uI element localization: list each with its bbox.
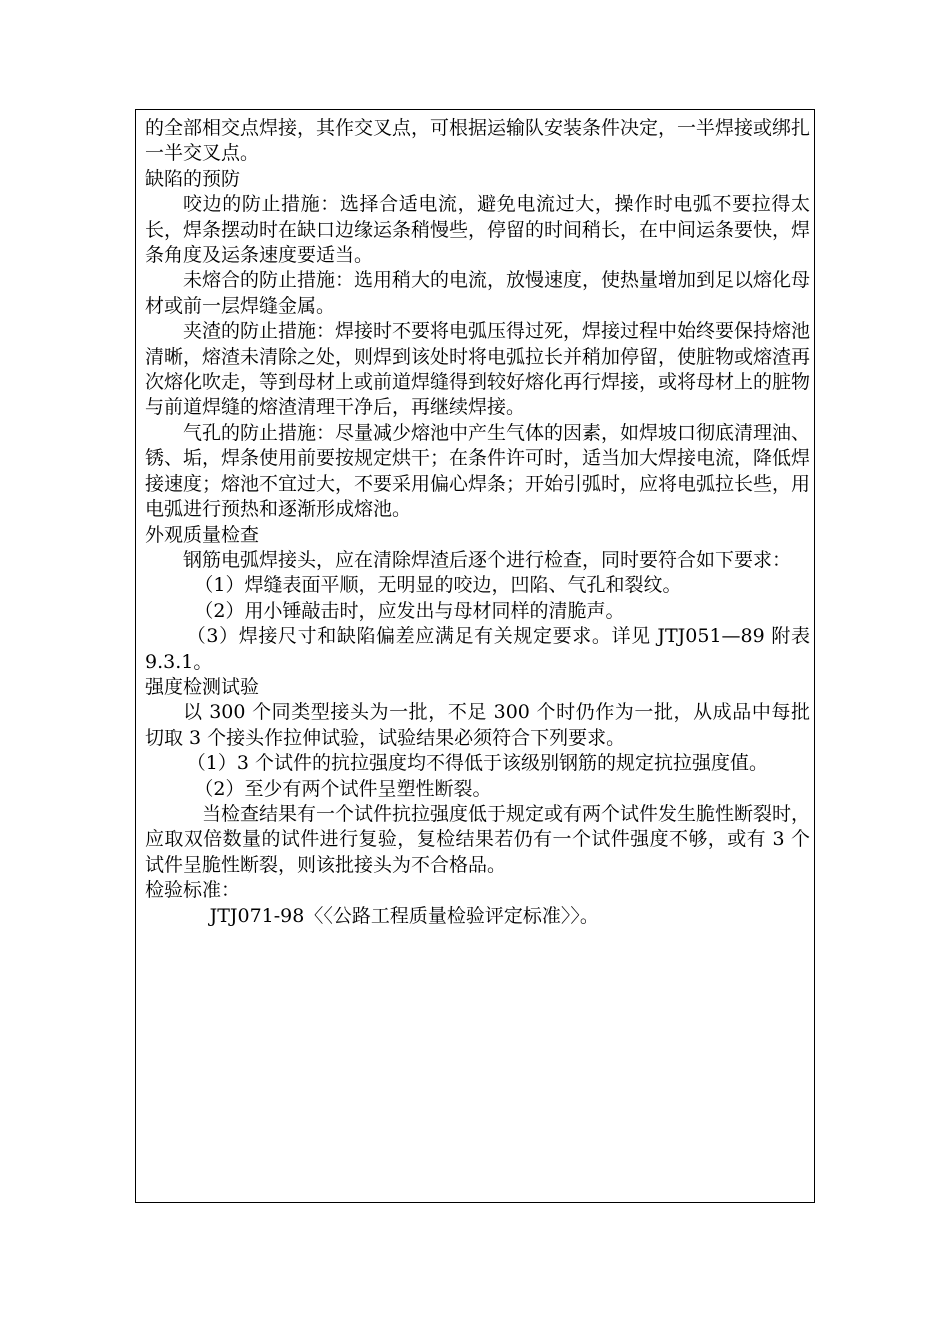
list-item-strength-2: （2）至少有两个试件呈塑性断裂。: [194, 777, 492, 800]
list-item-strength-1: （1）3 个试件的抗拉强度均不得低于该级别钢筋的规定抗拉强度值。: [186, 752, 769, 775]
paragraph-strength-intro: 以 300 个同类型接头为一批，不足 300 个时仍作为一批，从成品中每批切取 3 个接头作拉伸试验，试验结果必须符合下列要求。: [145, 701, 810, 749]
list-item-appearance-3: （3）焊接尺寸和缺陷偏差应满足有关规定要求。详见 JTJ051—89 附表 9.3.1。: [145, 625, 810, 673]
paragraph-undercut: 咬边的防止措施：选择合适电流，避免电流过大，操作时电弧不要拉得太长，焊条摆动时在缺口边缘运条稍慢些，停留的时间稍长，在中间运条要快，焊条角度及运条速度要适当。: [145, 193, 811, 267]
paragraph-continuation: 的全部相交点焊接，其作交叉点，可根据运输队安装条件决定，一半焊接或绑扎一半交叉点。: [145, 117, 811, 165]
paragraph-porosity: 气孔的防止措施：尽量减少熔池中产生气体的因素，如焊坡口彻底清理油、锈、垢，焊条使用前要按规定烘干；在条件许可时，适当加大焊接电流，降低焊接速度；熔池不宜过大，不要采用偏心焊条；开始引弧时，应将电弧拉长些，用电弧进行预热和逐渐形成熔池。: [145, 421, 811, 521]
heading-appearance-inspection: 外观质量检查: [145, 523, 260, 546]
list-item-appearance-1: （1）焊缝表面平顺，无明显的咬边，凹陷、气孔和裂纹。: [194, 574, 682, 597]
paragraph-standard-reference: JTJ071-98〈〈公路工程质量检验评定标准〉〉。: [209, 904, 599, 927]
heading-inspection-standard: 检验标准：: [145, 879, 241, 902]
paragraph-lack-of-fusion: 未熔合的防止措施：选用稍大的电流，放慢速度，使热量增加到足以熔化母材或前一层焊缝金属。: [145, 269, 811, 317]
document-body: [145, 116, 810, 929]
paragraph-appearance-intro: 钢筋电弧焊接头，应在清除焊渣后逐个进行检查，同时要符合如下要求：: [183, 548, 792, 571]
paragraph-retest: 当检查结果有一个试件抗拉强度低于规定或有两个试件发生脆性断裂时，应取双倍数量的试件进行复验，复检结果若仍有一个试件强度不够，或有 3 个试件呈脆性断裂，则该批接头为不合格品。: [145, 802, 811, 876]
list-item-appearance-2: （2）用小锤敲击时，应发出与母材同样的清脆声。: [194, 599, 625, 622]
paragraph-slag-inclusion: 夹渣的防止措施：焊接时不要将电弧压得过死，焊接过程中始终要保持熔池清晰，熔渣未清除之处，则焊到该处时将电弧拉长并稍加停留，使脏物或熔渣再次熔化吹走，等到母材上或前道焊缝得到较好熔化再行焊接，或将母材上的脏物与前道焊缝的熔渣清理干净后，再继续焊接。: [145, 320, 811, 419]
heading-defect-prevention: 缺陷的预防: [145, 167, 241, 190]
heading-strength-test: 强度检测试验: [145, 675, 260, 698]
